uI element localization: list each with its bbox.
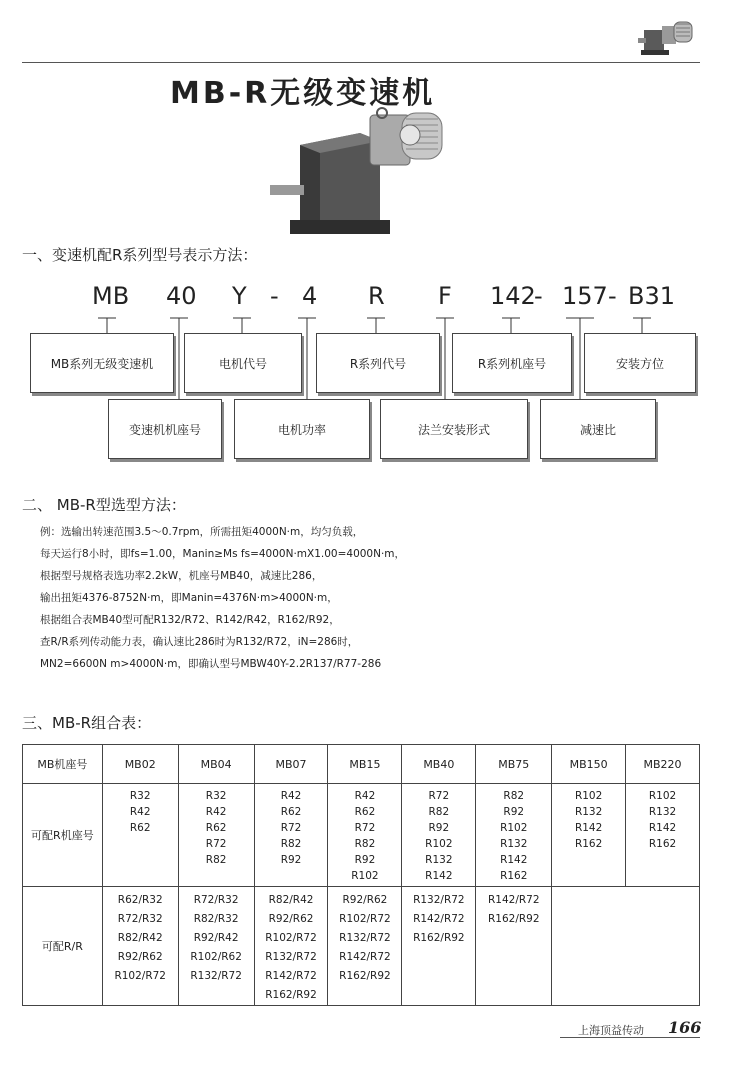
example-line: 例：选输出转速范围3.5～0.7rpm，所需扭矩4000N·m，均匀负载， (40, 526, 364, 538)
cell-value: R162 (574, 838, 603, 850)
cell-value: R72/R32 (117, 913, 163, 925)
row-label: 可配R/R (23, 887, 103, 1006)
example-line: 根据型号规格表选功率2.2kW，机座号MB40，减速比286， (40, 570, 323, 582)
table-cell (328, 887, 402, 1006)
section3-heading: 三、MB-R组合表： (22, 714, 152, 732)
cell-value: R72 (280, 822, 302, 834)
code-dash-3: - (608, 282, 617, 310)
cell-value: R162/R92 (265, 989, 317, 1001)
col-header: MB75 (476, 745, 552, 784)
cell-value: R82/R32 (193, 913, 239, 925)
section1-heading: 一、变速机配R系列型号表示方法： (22, 246, 258, 264)
cell-value: R142/R72 (413, 913, 465, 925)
code-157: 157 (562, 282, 608, 310)
cell-value: R142 (574, 822, 603, 834)
cell-value: R142 (648, 822, 677, 834)
cell-value: R32 (129, 790, 151, 802)
cell-value: R62 (280, 806, 302, 818)
section2-heading: 二、 MB-R型选型方法： (22, 496, 186, 514)
code-b31: B31 (628, 282, 676, 310)
cell-value: R132/R72 (339, 932, 391, 944)
cell-value: R132/R72 (190, 970, 242, 982)
cell-value: R42 (354, 790, 376, 802)
table-cell (476, 784, 552, 887)
cell-value: R82 (428, 806, 450, 818)
cell-value: R62/R32 (117, 894, 163, 906)
cell-value: R42 (205, 806, 227, 818)
example-line: 查R/R系列传动能力表，确认速比286时为R132/R72，iN=286时， (40, 636, 359, 648)
cell-value: R82 (280, 838, 302, 850)
table-cell (254, 887, 328, 1006)
selection-example (40, 521, 405, 675)
col-header: MB04 (178, 745, 254, 784)
table-cell (402, 784, 476, 887)
cell-value: R62 (205, 822, 227, 834)
cell-value: R72 (428, 790, 450, 802)
cell-value: R162 (500, 870, 528, 882)
cell-value: R142/R72 (265, 970, 317, 982)
cell-value: R72/R32 (193, 894, 239, 906)
cell-value: R162/R92 (339, 970, 391, 982)
table-cell (102, 887, 178, 1006)
table-cell (476, 887, 552, 1006)
code-40: 40 (166, 282, 197, 310)
cell-value: R92 (280, 854, 302, 866)
table-cell (552, 784, 626, 887)
box-motor-code: 电机代号 (184, 333, 302, 393)
cell-value: R82 (503, 790, 525, 802)
cell-value: R92/R42 (193, 932, 239, 944)
table-row-r-frames (23, 784, 700, 887)
example-line: 每天运行8小时，即fs=1.00，Manin≥Ms fs=4000N·mX1.00=4000N·m， (40, 548, 406, 560)
cell-value: R142 (500, 854, 528, 866)
cell-value: R162/R92 (413, 932, 465, 944)
cell-value: R72 (354, 822, 376, 834)
cell-value: R132/R72 (265, 951, 317, 963)
col-header: MB40 (402, 745, 476, 784)
col-header: MB15 (328, 745, 402, 784)
code-dash-2: - (534, 282, 543, 310)
cell-value: R92/R62 (342, 894, 388, 906)
cell-value: R142/R72 (487, 894, 540, 906)
table-cell (178, 887, 254, 1006)
box-mounting: 安装方位 (584, 333, 696, 393)
table-cell (402, 887, 476, 1006)
cell-value: R132 (500, 838, 528, 850)
cell-value: R162/R92 (487, 913, 540, 925)
box-mb-series: MB系列无级变速机 (30, 333, 174, 393)
combination-table (22, 744, 700, 1006)
cell-value: R102/R62 (190, 951, 242, 963)
cell-value: R102/R72 (114, 970, 166, 982)
page-title: MB-R无级变速机 (170, 76, 436, 111)
row-label: 可配R机座号 (23, 784, 103, 887)
code-f: F (438, 282, 452, 310)
cell-value: R142/R72 (339, 951, 391, 963)
footer-brand: 上海顶益传动 (578, 1024, 644, 1037)
cell-value: R132 (574, 806, 603, 818)
cell-value: R92/R62 (268, 913, 314, 925)
header-label: MB机座号 (23, 745, 103, 784)
code-142: 142 (490, 282, 536, 310)
cell-value: R32 (205, 790, 227, 802)
cell-value: R132 (648, 806, 677, 818)
example-line: 输出扭矩4376-8752N·m，即Manin=4376N·m>4000N·m， (40, 592, 338, 604)
box-r-series-code: R系列代号 (316, 333, 440, 393)
code-y: Y (232, 282, 247, 310)
cell-value: R92/R62 (117, 951, 163, 963)
table-cell (102, 784, 178, 887)
cell-value: R162 (648, 838, 677, 850)
col-header: MB220 (626, 745, 700, 784)
box-variator-frame: 变速机机座号 (108, 399, 222, 459)
cell-value: R82 (205, 854, 227, 866)
cell-value: R132 (425, 854, 453, 866)
col-header: MB07 (254, 745, 328, 784)
example-line: 根据组合表MB40型可配R132/R72、R142/R42，R162/R92， (40, 614, 340, 626)
box-r-frame-size: R系列机座号 (452, 333, 572, 393)
table-cell (178, 784, 254, 887)
cell-value: R132/R72 (413, 894, 465, 906)
page-number: 166 (668, 1018, 702, 1037)
code-r: R (368, 282, 385, 310)
footer-rule (560, 1037, 700, 1038)
code-4: 4 (302, 282, 318, 310)
col-header: MB02 (102, 745, 178, 784)
cell-value: R62 (354, 806, 376, 818)
cell-value: R102 (648, 790, 677, 802)
cell-value: R102 (574, 790, 603, 802)
cell-value: R92 (503, 806, 525, 818)
box-ratio: 减速比 (540, 399, 656, 459)
cell-value: R92 (428, 822, 450, 834)
cell-value: R42 (280, 790, 302, 802)
cell-value: R42 (129, 806, 151, 818)
table-cell (328, 784, 402, 887)
table-cell-empty (552, 887, 700, 1006)
code-mb: MB (92, 282, 130, 310)
table-cell (626, 784, 700, 887)
cell-value: R102/R72 (339, 913, 391, 925)
code-dash-1: - (270, 282, 279, 310)
box-flange-type: 法兰安装形式 (380, 399, 528, 459)
cell-value: R102 (351, 870, 379, 882)
cell-value: R92 (354, 854, 376, 866)
cell-value: R62 (129, 822, 151, 834)
cell-value: R82/R42 (117, 932, 163, 944)
cell-value: R72 (205, 838, 227, 850)
cell-value: R82 (354, 838, 376, 850)
col-header: MB150 (552, 745, 626, 784)
table-row-rr (23, 887, 700, 1006)
table-header-row (23, 745, 700, 784)
cell-value: R102 (500, 822, 528, 834)
cell-value: R102 (425, 838, 453, 850)
cell-value: R82/R42 (268, 894, 314, 906)
cell-value: R102/R72 (265, 932, 317, 944)
box-motor-power: 电机功率 (234, 399, 370, 459)
cell-value: R142 (425, 870, 453, 882)
table-cell (254, 784, 328, 887)
example-line: MN2=6600N m>4000N·m，即确认型号MBW40Y-2.2R137/R77-286 (40, 658, 382, 670)
